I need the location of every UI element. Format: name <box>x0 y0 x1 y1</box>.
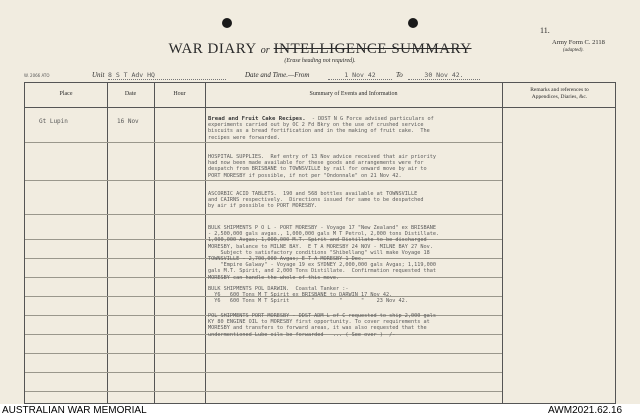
column-header-date: Date <box>124 91 137 97</box>
army-form-number: Army Form C. 2118 <box>552 39 605 46</box>
entry-bulk-shipments-moresby: BULK SHIPMENTS P O L - PORT MORESBY - Voyage 17 "New Zealand" ex BRISBANE - 2,500,000 gals avgas., 1,000,000 gals M T Petrol, 2,000 tons Distillate. 1,000,000 Avgas; 1,000,000 M.T. Spirit and Distillate to be discharged MORESBY, balance to MILNE BAY. E T A MORESBY 24 NOV - MILNE BAY 27 Nov. Subject to satisfactory conditions "Shibellang" will make Voyage 18 TOWNSVILLE - 2,700,000 Avgas; E T A MORESBY 1 Dec. "Empire Galway" - Voyage 19 ex SYDNEY 2,000,000 gals Avgas; 1,119,000 gals M.T. Spirit, and 2,000 Tons Distillate. Confirmation requested that MORESBY can handle the whole of this move. <box>208 225 440 281</box>
entry-ascorbic-acid: ASCORBIC ACID TABLETS. 190 and 568 bottles available at TOWNSVILLE and CAIRNS respectively. Directions issued for same to be despatched by air if possible to PORT MORESBY. <box>208 191 424 210</box>
entry-heading: Bread and Fruit Cake Recipes. <box>208 116 306 122</box>
remarks-header-line1: Remarks and references to <box>530 87 589 93</box>
form-subtitle: (Erase heading not required). <box>284 58 356 64</box>
entry-hospital-supplies: HOSPITAL SUPPLIES. Ref entry of 13 Nov advice received that air priority had now been made available for these goods and arrangements were for despatch from BRISBANE to TOWNSVILLE by rail for onward move by air to PORT MORESBY if possible, if not per "Ondonnale" on 21 Nov 42. <box>208 154 436 179</box>
entry-place: Gt Lupin <box>39 118 68 125</box>
title-or: or <box>260 45 270 56</box>
column-header-summary: Summary of Events and Information <box>309 91 398 97</box>
entry-bulk-shipments-darwin: BULK SHIPMENTS POL DARWIN. Coastal Tanker :- Y6 600 Tons M T Spirit ex BRISBANE to DARWIN 17 Nov 42. Y6 600 Tons M T Spirit " " " 23 Nov 42. <box>208 286 408 305</box>
unit-value: 8 S T Adv HQ <box>108 71 226 80</box>
diary-table <box>24 82 616 404</box>
page-number: 11. <box>540 26 550 35</box>
title-war-diary: WAR DIARY <box>168 41 257 57</box>
date-from-value: 1 Nov 42 <box>328 71 392 80</box>
army-form-adapted: (adapted). <box>563 48 584 53</box>
form-title <box>0 40 640 58</box>
remarks-header-line2: Appendices, Diaries, &c. <box>531 94 588 100</box>
footer-institution: AUSTRALIAN WAR MEMORIAL <box>2 405 147 416</box>
title-intelligence-summary: INTELLIGENCE SUMMARY <box>273 41 472 57</box>
form-code: W. 2066 ATO <box>24 73 50 78</box>
column-header-place: Place <box>59 91 73 97</box>
column-header-remarks <box>502 87 617 101</box>
punch-hole-left <box>222 18 232 28</box>
date-to-value: 30 Nov 42. <box>408 71 480 80</box>
entry-bread-fruit-cake: Bread and Fruit Cake Recipes. - DDST N G Force advised particulars of experiments carried out by OC 2 Fd Bkry on the use of crushed service biscuits as a bread fortification and in the making of fruit cake. The recipes were forwarded. <box>208 116 434 141</box>
entry-pol-shipments-moresby: POL SHIPMENTS PORT MORESBY - DDST ADM L of C requested to ship 2,000 gals KY 80 ENGINE OIL to MORESBY first opportunity. To cover requirements at MORESBY and transfers to forward areas, it was also requested that the undermentioned Lube oils be forwarded ... ( See over ) /- <box>208 313 436 338</box>
date-to-label: To <box>396 71 403 79</box>
archive-footer <box>0 404 640 419</box>
column-header-hour: Hour <box>173 91 186 97</box>
footer-accession-number: AWM2021.62.16 <box>548 405 623 416</box>
punch-hole-right <box>408 18 418 28</box>
unit-label: Unit <box>92 71 105 79</box>
date-from-label: Date and Time.—From <box>245 71 310 79</box>
entry-date: 16 Nov <box>117 118 139 125</box>
